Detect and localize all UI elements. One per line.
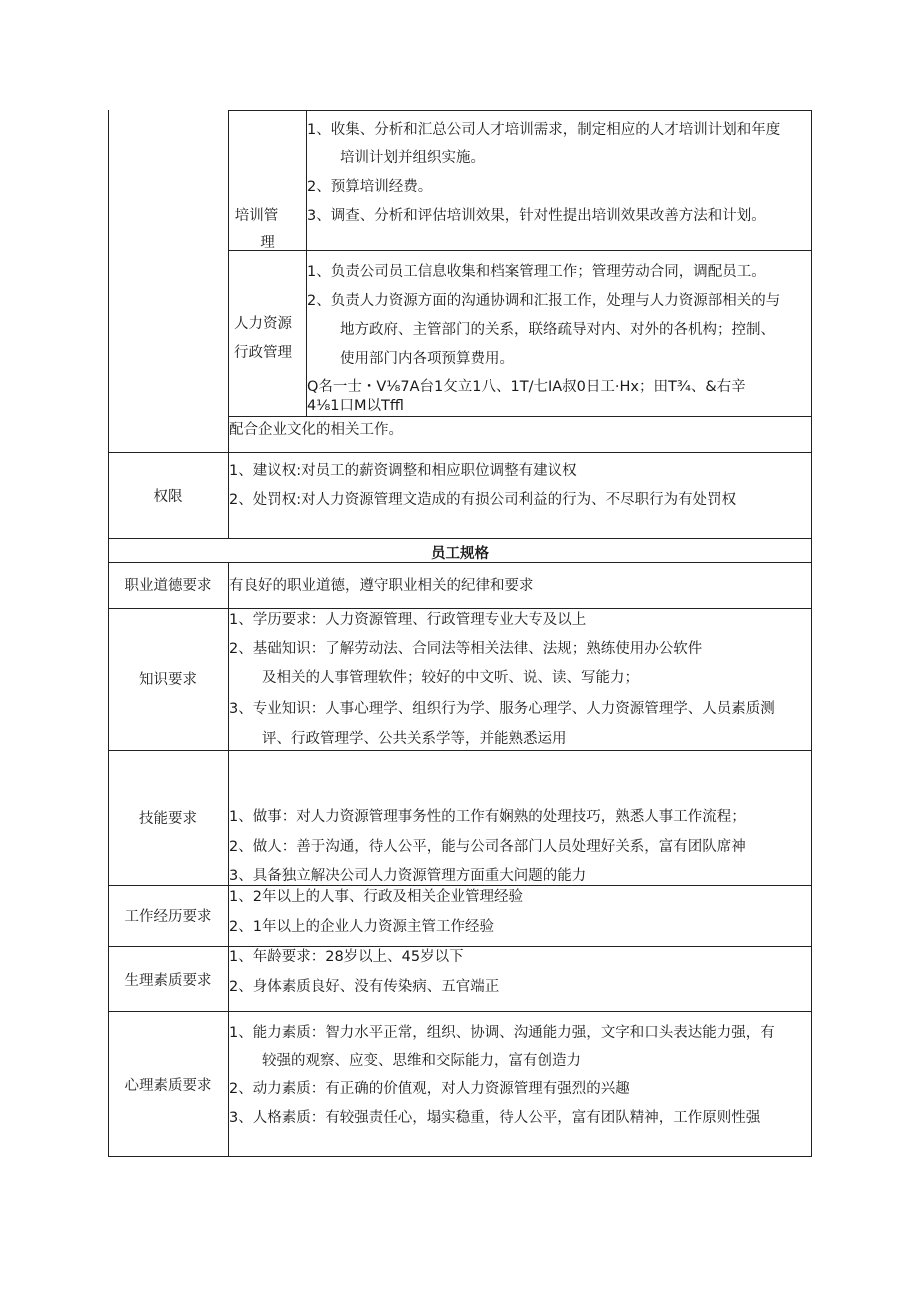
knowledge-label: 知识要求 [139,672,197,688]
skills-label: 技能要求 [139,811,197,827]
row-divider [228,250,812,251]
skills-item: 2、做人：善于沟通，待人公平，能与公司各部门人员处理好关系，富有团队席神 [229,839,746,855]
spec-section-header: 员工规格 [431,546,489,562]
hr-admin-item: 使用部门内各项预算费用。 [340,351,514,367]
psych-label: 心理素质要求 [124,1078,212,1094]
training-label-line1: 培训管 [234,208,279,224]
hr-admin-item: 1、负责公司员工信息收集和档案管理工作；管理劳动合同，调配员工。 [307,264,766,280]
knowledge-item: 评、行政管理学、公共关系学等，并能熟悉运用 [262,731,567,747]
hr-admin-garbled-line: Q名一士・V⅛7A台1攵立1八、1T/七IA叔0日工·Hx；田T¾、&右辛 [307,379,746,395]
authority-label: 权限 [153,489,183,505]
row-divider [108,1011,812,1012]
psych-item: 2、动力素质：有正确的价值观，对人力资源管理有强烈的兴趣 [229,1081,630,1097]
row-divider [108,946,812,947]
physical-item: 2、身体素质良好、没有传染病、五官端正 [229,979,500,995]
row-divider [108,452,812,453]
experience-item: 2、1年以上的企业人力资源主管工作经验 [229,919,494,935]
psych-item: 3、人格素质：有较强责任心，塌实稳重，待人公平，富有团队精神，工作原则性强 [229,1110,761,1126]
knowledge-item: 1、学历要求：人力资源管理、行政管理专业大专及以上 [229,612,587,628]
table-border-bottom [108,1156,812,1157]
authority-item: 2、处罚权:对人力资源管理文造成的有损公司利益的行为、不尽职行为有处罚权 [229,492,737,508]
psych-item: 1、能力素质：智力水平正常，组织、协调、沟通能力强，文字和口头表达能力强，有 [229,1025,775,1041]
skills-item: 3、具备独立解决公司人力资源管理方面重大问题的能力 [229,868,587,884]
training-item: 3、调查、分析和评估培训效果，针对性提出培训效果改善方法和计划。 [307,208,766,224]
experience-label: 工作经历要求 [124,909,212,925]
hr-admin-item: 2、负责人力资源方面的沟通协调和汇报工作，处理与人力资源部相关的与 [307,293,781,309]
hr-admin-item: 地方政府、主管部门的关系，联络疏导对内、对外的各机构；控制、 [340,322,775,338]
row-divider [108,608,812,609]
row-divider [228,416,812,417]
table-border-top [228,110,812,111]
hr-admin-garbled-line: 4⅛1口M以Tffl [307,398,404,414]
training-item: 1、收集、分析和汇总公司人才培训需求，制定相应的人才培训计划和年度 [307,122,781,138]
skills-item: 1、做事：对人力资源管理事务性的工作有娴熟的处理技巧，熟悉人事工作流程； [229,809,746,825]
hr-admin-label-line2: 行政管理 [234,345,292,361]
table-border-right [811,110,812,1156]
experience-item: 1、2年以上的人事、行政及相关企业管理经验 [229,889,523,905]
psych-item: 较强的观察、应变、思维和交际能力，富有创造力 [262,1053,581,1069]
row-divider [108,750,812,751]
physical-item: 1、年龄要求：28岁以上、45岁以下 [229,949,464,965]
knowledge-item: 2、基础知识：了解劳动法、合同法等相关法律、法规；熟练使用办公软件 [229,641,703,657]
knowledge-item: 及相关的人事管理软件；较好的中文听、说、读、写能力； [262,670,639,686]
training-item: 2、预算培训经费。 [307,179,433,195]
row-divider [108,885,812,886]
hr-admin-label-line1: 人力资源 [234,316,292,332]
culture-text: 配合企业文化的相关工作。 [229,422,403,438]
authority-item: 1、建议权:对员工的薪资调整和相应职位调整有建议权 [229,463,577,479]
training-label-line2: 理 [260,235,275,251]
table-border-left [108,110,109,1156]
knowledge-item: 3、专业知识：人事心理学、组织行为学、服务心理学、人力资源管理学、人员素质测 [229,701,775,717]
ethics-text: 有良好的职业道德，遵守职业相关的纪律和要求 [229,578,534,594]
row-divider [108,538,812,539]
training-item: 培训计划并组织实施。 [340,150,485,166]
ethics-label: 职业道德要求 [124,578,212,594]
physical-label: 生理素质要求 [124,973,212,989]
